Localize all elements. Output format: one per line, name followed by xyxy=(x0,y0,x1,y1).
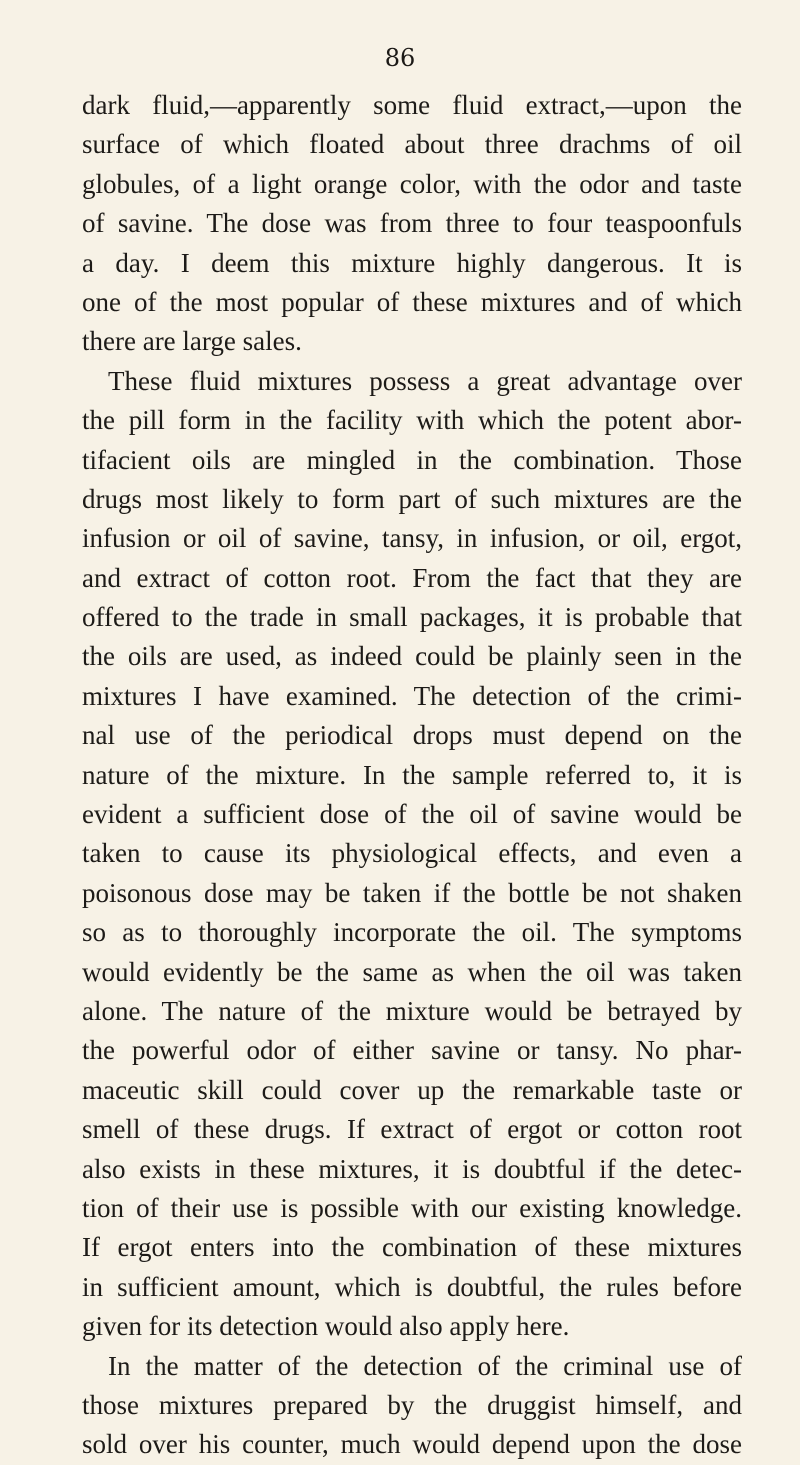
text-line: nal use of the periodical drops must depend on the xyxy=(82,720,742,751)
text-line: in sufficient amount, which is doubtful, the rules before xyxy=(82,1271,742,1302)
paragraph-start-line: These fluid mixtures possess a great advantage over xyxy=(108,365,742,396)
text-line: a day. I deem this mixture highly dangerous. It is xyxy=(82,247,742,278)
text-line: drugs most likely to form part of such mixtures are the xyxy=(82,483,742,514)
text-line: given for its detection would also apply here. xyxy=(82,1311,570,1342)
paragraph-start-line: In the matter of the detection of the criminal use of xyxy=(108,1350,742,1381)
text-line: tifacient oils are mingled in the combination. Those xyxy=(82,444,742,475)
text-line: the oils are used, as indeed could be plainly seen in the xyxy=(82,641,742,672)
text-line: smell of these drugs. If extract of ergot or cotton root xyxy=(82,1114,742,1145)
text-line: taken to cause its physiological effects, and even a xyxy=(82,838,742,869)
text-line: tion of their use is possible with our existing knowledge. xyxy=(82,1192,742,1223)
text-line: poisonous dose may be taken if the bottle be not shaken xyxy=(82,877,742,908)
text-line: maceutic skill could cover up the remarkable taste or xyxy=(82,1074,742,1105)
text-line: one of the most popular of these mixtures and of which xyxy=(82,286,742,317)
text-line: there are large sales. xyxy=(82,326,302,357)
text-line: offered to the trade in small packages, it is probable that xyxy=(82,602,742,633)
text-line: alone. The nature of the mixture would be betrayed by xyxy=(82,995,742,1026)
text-line: and extract of cotton root. From the fact that they are xyxy=(82,562,742,593)
text-line: would evidently be the same as when the oil was taken xyxy=(82,956,742,987)
text-line: sold over his counter, much would depend upon the dose xyxy=(82,1429,742,1460)
text-line: dark fluid,—apparently some fluid extract,—upon the xyxy=(82,90,742,120)
body-text xyxy=(82,86,742,1465)
text-line: the powerful odor of either savine or tansy. No phar- xyxy=(82,1035,742,1066)
text-line: also exists in these mixtures, it is doubtful if the detec- xyxy=(82,1153,742,1184)
text-line: those mixtures prepared by the druggist himself, and xyxy=(82,1389,742,1420)
text-line: mixtures I have examined. The detection of the crimi- xyxy=(82,680,742,711)
text-line: If ergot enters into the combination of these mixtures xyxy=(82,1232,742,1263)
text-line: the pill form in the facility with which the potent abor- xyxy=(82,405,742,436)
text-line: of savine. The dose was from three to four teaspoonfuls xyxy=(82,208,742,239)
text-line: evident a sufficient dose of the oil of savine would be xyxy=(82,799,742,830)
page-number: 86 xyxy=(384,44,416,72)
text-line: so as to thoroughly incorporate the oil. The symptoms xyxy=(82,917,742,948)
text-line: nature of the mixture. In the sample referred to, it is xyxy=(82,759,742,790)
text-line: globules, of a light orange color, with the odor and taste xyxy=(82,168,742,199)
text-line: infusion or oil of savine, tansy, in infusion, or oil, ergot, xyxy=(82,523,742,554)
text-line: surface of which floated about three drachms of oil xyxy=(82,129,742,160)
